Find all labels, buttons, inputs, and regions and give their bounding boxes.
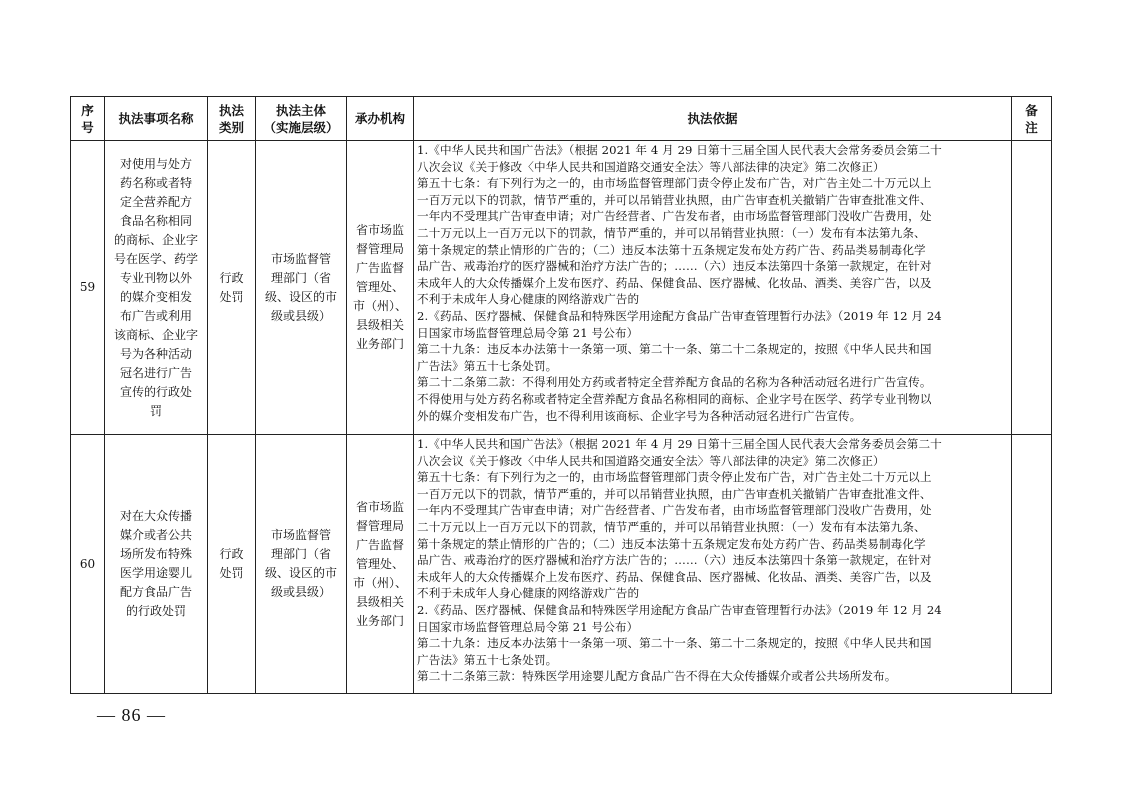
row-basis — [414, 141, 1012, 435]
basis-line: 第五十七条：有下列行为之一的，由市场监督管理部门责令停止发布广告，对广告主处二十万元以上 — [417, 470, 932, 485]
basis-line: 第二十二条第二款：不得利用处方药或者特定全营养配方食品的名称为各种活动冠名进行广告宣传。 — [417, 375, 932, 390]
basis-line: 一年内不受理其广告审查申请；对广告经营者、广告发布者，由市场监督管理部门没收广告费用，处 — [417, 503, 932, 518]
basis-line: 2.《药品、医疗器械、保健食品和特殊医学用途配方食品广告审查管理暂行办法》（2019 年 12 月 24 — [417, 602, 942, 617]
page-number: — 86 — — [97, 705, 166, 725]
row-name: 对在大众传播 媒介或者公共 场所发布特殊 医学用途婴儿 配方食品广告 的行政处罚 — [105, 435, 208, 694]
row-subject: 市场监督管 理部门（省 级、设区的市 级或县级） — [256, 435, 347, 694]
row-note — [1012, 435, 1052, 694]
basis-line: 不利于未成年人身心健康的网络游戏广告的 — [417, 586, 640, 601]
enforcement-table — [70, 96, 1052, 694]
basis-line: 一百万元以下的罚款，情节严重的，并可以吊销营业执照，由广告审查机关撤销广告审查批准文件、 — [417, 486, 932, 501]
basis-line: 第十条规定的禁止情形的广告的；（二）违反本法第十五条规定发布处方药广告、药品类易制毒化学 — [417, 242, 926, 257]
header-row — [71, 97, 1052, 141]
basis-line: 八次会议《关于修改〈中华人民共和国道路交通安全法〉等八部法律的决定》第二次修正） — [417, 453, 885, 468]
basis-line: 二十万元以上一百万元以下的罚款，情节严重的，并可以吊销营业执照：（一）发布有本法第九条、 — [417, 225, 926, 240]
header-basis: 执法依据 — [414, 97, 1012, 141]
basis-line: 第五十七条：有下列行为之一的，由市场监督管理部门责令停止发布广告，对广告主处二十万元以上 — [417, 176, 932, 191]
basis-line: 一百万元以下的罚款，情节严重的，并可以吊销营业执照，由广告审查机关撤销广告审查批准文件、 — [417, 192, 932, 207]
basis-line: 日国家市场监督管理总局令第 21 号公布） — [417, 325, 639, 340]
basis-line: 广告法》第五十七条处罚。 — [417, 358, 558, 373]
basis-line: 1.《中华人民共和国广告法》（根据 2021 年 4 月 29 日第十三届全国人民代表大会常务委员会第二十 — [417, 143, 942, 157]
basis-line: 未成年人的大众传播媒介上发布医疗、药品、保健食品、医疗器械、化妆品、酒类、美容广告，以及 — [417, 569, 932, 584]
basis-line: 2.《药品、医疗器械、保健食品和特殊医学用途配方食品广告审查管理暂行办法》（2019 年 12 月 24 — [417, 308, 942, 323]
basis-line: 二十万元以上一百万元以下的罚款，情节严重的，并可以吊销营业执照：（一）发布有本法第九条、 — [417, 519, 926, 534]
basis-line: 第十条规定的禁止情形的广告的；（二）违反本法第十五条规定发布处方药广告、药品类易制毒化学 — [417, 536, 926, 551]
header-note: 备 注 — [1012, 97, 1052, 141]
row-note — [1012, 141, 1052, 435]
header-subject: 执法主体 （实施层级） — [256, 97, 347, 141]
table-row — [71, 435, 1052, 694]
header-name: 执法事项名称 — [105, 97, 208, 141]
row-subject: 市场监督管 理部门（省 级、设区的市 级或县级） — [256, 141, 347, 435]
row-basis — [414, 435, 1012, 694]
header-type: 执法 类别 — [208, 97, 256, 141]
row-seq: 60 — [71, 435, 105, 694]
basis-line: 第二十二条第三款：特殊医学用途婴儿配方食品广告不得在大众传播媒介或者公共场所发布。 — [417, 669, 897, 684]
basis-line: 广告法》第五十七条处罚。 — [417, 652, 558, 667]
basis-line: 第二十九条：违反本办法第十一条第一项、第二十一条、第二十二条规定的，按照《中华人民共和国 — [417, 636, 932, 651]
row-seq: 59 — [71, 141, 105, 435]
header-org: 承办机构 — [347, 97, 414, 141]
row-org: 省市场监 督管理局 广告监督 管理处、 市（州）、 县级相关 业务部门 — [347, 435, 414, 694]
basis-line: 不利于未成年人身心健康的网络游戏广告的 — [417, 292, 640, 307]
basis-line: 八次会议《关于修改〈中华人民共和国道路交通安全法〉等八部法律的决定》第二次修正） — [417, 159, 885, 174]
basis-line: 品广告、戒毒治疗的医疗器械和治疗方法广告的；……（六）违反本法第四十条第一款规定，在针对 — [417, 553, 932, 568]
row-type: 行政 处罚 — [208, 435, 256, 694]
basis-line: 第二十九条：违反本办法第十一条第一项、第二十一条、第二十二条规定的，按照《中华人民共和国 — [417, 342, 932, 357]
row-org: 省市场监 督管理局 广告监督 管理处、 市（州）、 县级相关 业务部门 — [347, 141, 414, 435]
basis-line: 1.《中华人民共和国广告法》（根据 2021 年 4 月 29 日第十三届全国人民代表大会常务委员会第二十 — [417, 437, 942, 451]
basis-line: 外的媒介变相发布广告，也不得利用该商标、企业字号为各种活动冠名进行广告宣传。 — [417, 408, 862, 423]
table-row — [71, 141, 1052, 435]
row-type: 行政 处罚 — [208, 141, 256, 435]
basis-line: 一年内不受理其广告审查申请；对广告经营者、广告发布者，由市场监督管理部门没收广告费用，处 — [417, 209, 932, 224]
basis-line: 不得使用与处方药名称或者特定全营养配方食品名称相同的商标、企业字号在医学、药学专业刊物以 — [417, 391, 932, 406]
header-seq: 序 号 — [71, 97, 105, 141]
row-name: 对使用与处方 药名称或者特 定全营养配方 食品名称相同 的商标、企业字 号在医学、药学 专业刊物以外 的媒介变相发 布广告或利用 该商标、企业字 号为各种活动 冠名进行广告 宣传的行政处 罚 — [105, 141, 208, 435]
basis-line: 品广告、戒毒治疗的医疗器械和治疗方法广告的；……（六）违反本法第四十条第一款规定，在针对 — [417, 259, 932, 274]
basis-line: 未成年人的大众传播媒介上发布医疗、药品、保健食品、医疗器械、化妆品、酒类、美容广告，以及 — [417, 275, 932, 290]
basis-line: 日国家市场监督管理总局令第 21 号公布） — [417, 619, 639, 634]
